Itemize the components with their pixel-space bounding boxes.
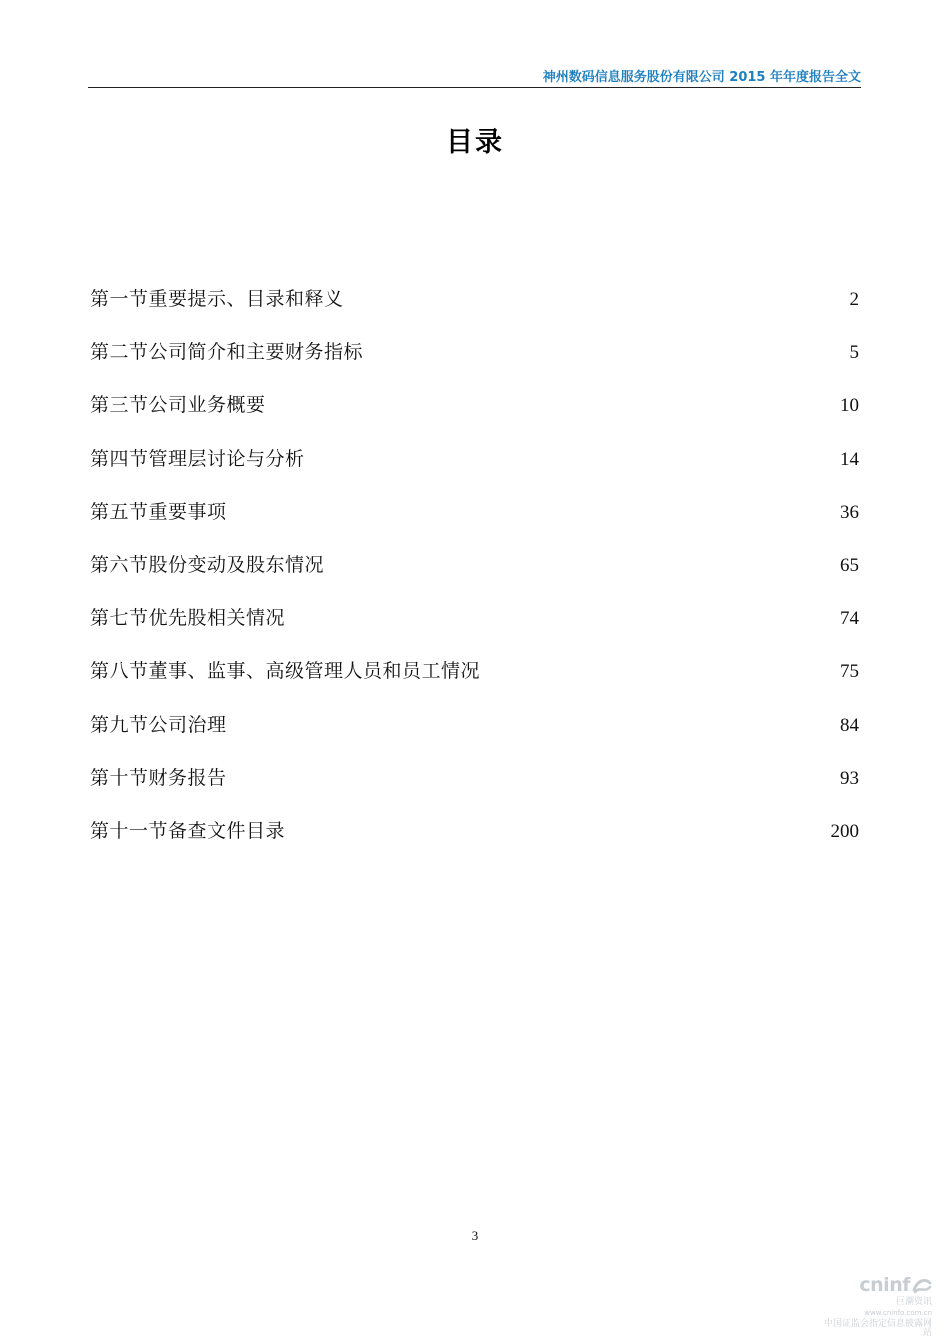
toc-entry-label: 第十节财务报告: [90, 766, 227, 789]
toc-entry-page: 75: [840, 661, 859, 683]
toc-entry-page: 5: [849, 342, 859, 364]
toc-entry-label: 第二节公司简介和主要财务指标: [90, 341, 364, 364]
page-number: 3: [471, 1228, 479, 1243]
cninfo-watermark: [817, 1276, 932, 1338]
toc-entry-label: 第五节重要事项: [90, 500, 227, 523]
toc-entry-label: 第一节重要提示、目录和释义: [90, 288, 344, 310]
toc-entry[interactable]: [90, 337, 859, 390]
cninfo-logo: [859, 1276, 932, 1295]
toc-entry[interactable]: [90, 497, 859, 550]
toc-title: 目录: [446, 127, 504, 158]
toc-entry[interactable]: [90, 763, 859, 816]
toc-entry-page: 93: [840, 767, 859, 789]
toc-entry[interactable]: [90, 284, 859, 337]
toc-entry-page: 36: [840, 501, 859, 523]
toc-entry-label: 第九节公司治理: [90, 713, 227, 736]
cninfo-org-cn: 中国证监会指定信息披露网站: [823, 1319, 932, 1338]
cninfo-brand-cn: 巨潮资讯: [895, 1297, 932, 1307]
header-rule: [88, 87, 861, 88]
toc-entry-label: 第十一节备查文件目录: [90, 819, 286, 842]
toc-entry-page: 14: [840, 448, 859, 470]
toc-entry-page: 10: [840, 395, 859, 417]
toc-entry-label: 第四节管理层讨论与分析: [90, 447, 305, 470]
toc-entry[interactable]: [90, 816, 859, 869]
toc-entry-label: 第六节股份变动及股东情况: [90, 553, 325, 576]
toc-entry-label: 第三节公司业务概要: [90, 394, 266, 417]
toc-entry-page: 2: [849, 289, 859, 310]
toc-entry[interactable]: [90, 710, 859, 763]
toc-entry-page: 200: [830, 820, 859, 842]
toc-entry[interactable]: [90, 656, 859, 709]
cninfo-url: www.cninfo.com.cn: [864, 1309, 932, 1317]
running-header: 神州数码信息服务股份有限公司 2015 年年度报告全文: [542, 70, 861, 85]
cninfo-swirl-icon: [912, 1277, 932, 1295]
toc-entry-label: 第八节董事、监事、高级管理人员和员工情况: [90, 660, 481, 683]
toc-entry[interactable]: [90, 550, 859, 603]
toc-entry-page: 84: [840, 714, 859, 736]
toc-list: [90, 284, 859, 869]
cninfo-logo-text: cninf: [859, 1274, 910, 1296]
toc-entry[interactable]: [90, 603, 859, 656]
toc-entry[interactable]: [90, 390, 859, 443]
toc-entry[interactable]: [90, 444, 859, 497]
toc-entry-page: 65: [840, 554, 859, 576]
toc-entry-page: 74: [840, 608, 859, 630]
toc-entry-label: 第七节优先股相关情况: [90, 607, 286, 630]
